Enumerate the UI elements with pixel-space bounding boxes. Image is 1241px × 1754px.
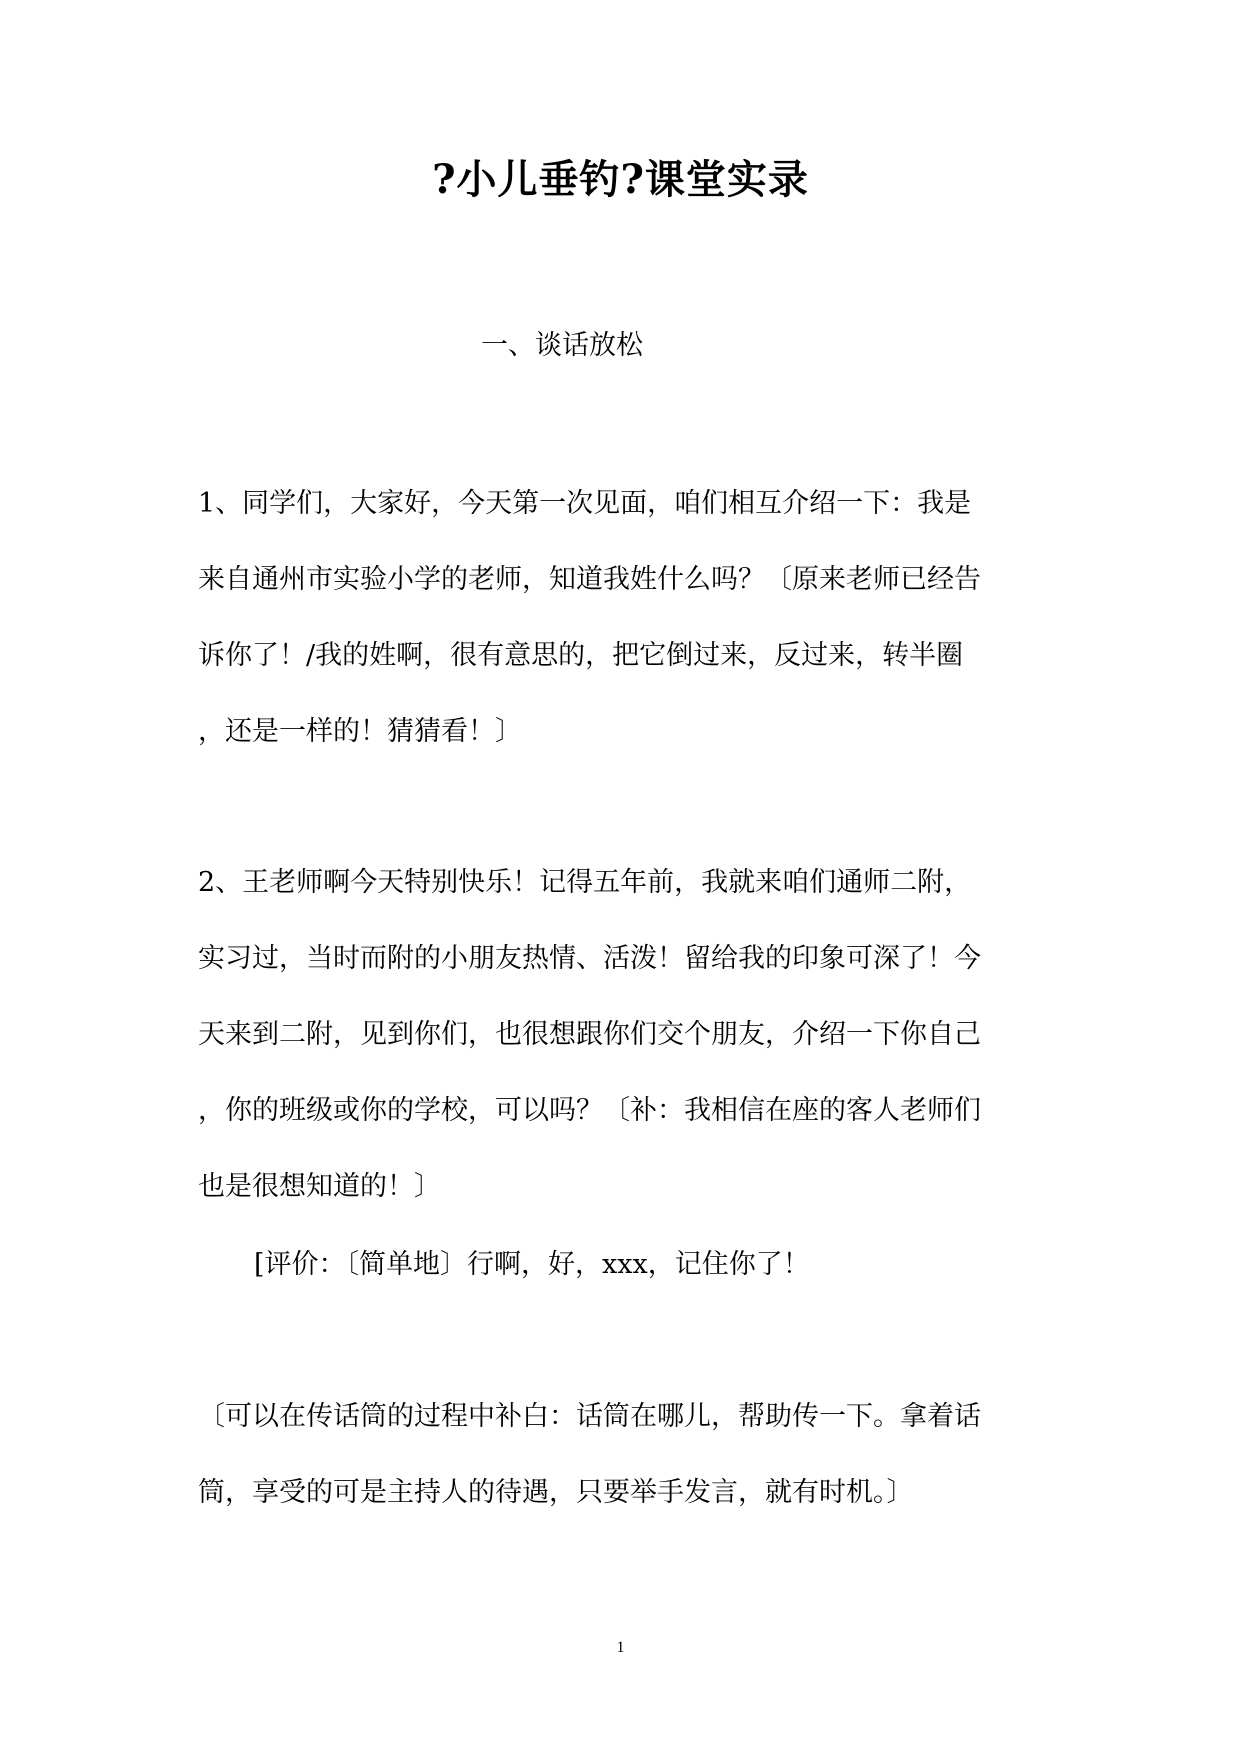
paragraph-line: ，还是一样的！猜猜看！〕 <box>198 716 522 747</box>
paragraph-line: 诉你了！/我的姓啊，很有意思的，把它倒过来，反过来，转半圈 <box>198 640 964 671</box>
paragraph-1 <box>198 466 1050 770</box>
note-line: 〔可以在传话筒的过程中补白：话筒在哪儿，帮助传一下。拿着话 <box>198 1401 981 1432</box>
page-number: 1 <box>616 1639 625 1656</box>
section-heading: 一、谈话放松 <box>481 330 643 361</box>
paragraph-line: ，你的班级或你的学校，可以吗？〔补：我相信在座的客人老师们 <box>198 1095 981 1126</box>
evaluation-line: [评价：〔简单地〕行啊，好，xxx，记住你了！ <box>254 1249 810 1280</box>
note-line: 筒，享受的可是主持人的待遇，只要举手发言，就有时机。〕 <box>198 1477 914 1508</box>
paragraph-line: 也是很想知道的！〕 <box>198 1171 441 1202</box>
evaluation-paragraph <box>254 1227 1054 1303</box>
document-title: ?小儿垂钓?课堂实录 <box>432 156 809 203</box>
paragraph-line: 2、王老师啊今天特别快乐！记得五年前，我就来咱们通师二附， <box>198 867 972 898</box>
paragraph-line: 天来到二附，见到你们，也很想跟你们交个朋友，介绍一下你自己 <box>198 1019 981 1050</box>
paragraph-line: 1、同学们，大家好，今天第一次见面，咱们相互介绍一下：我是 <box>198 488 972 519</box>
paragraph-line: 实习过，当时而附的小朋友热情、活泼！留给我的印象可深了！今 <box>198 943 981 974</box>
note-paragraph <box>198 1379 1050 1531</box>
paragraph-line: 来自通州市实验小学的老师，知道我姓什么吗？〔原来老师已经告 <box>198 564 981 595</box>
paragraph-2 <box>198 845 1050 1225</box>
